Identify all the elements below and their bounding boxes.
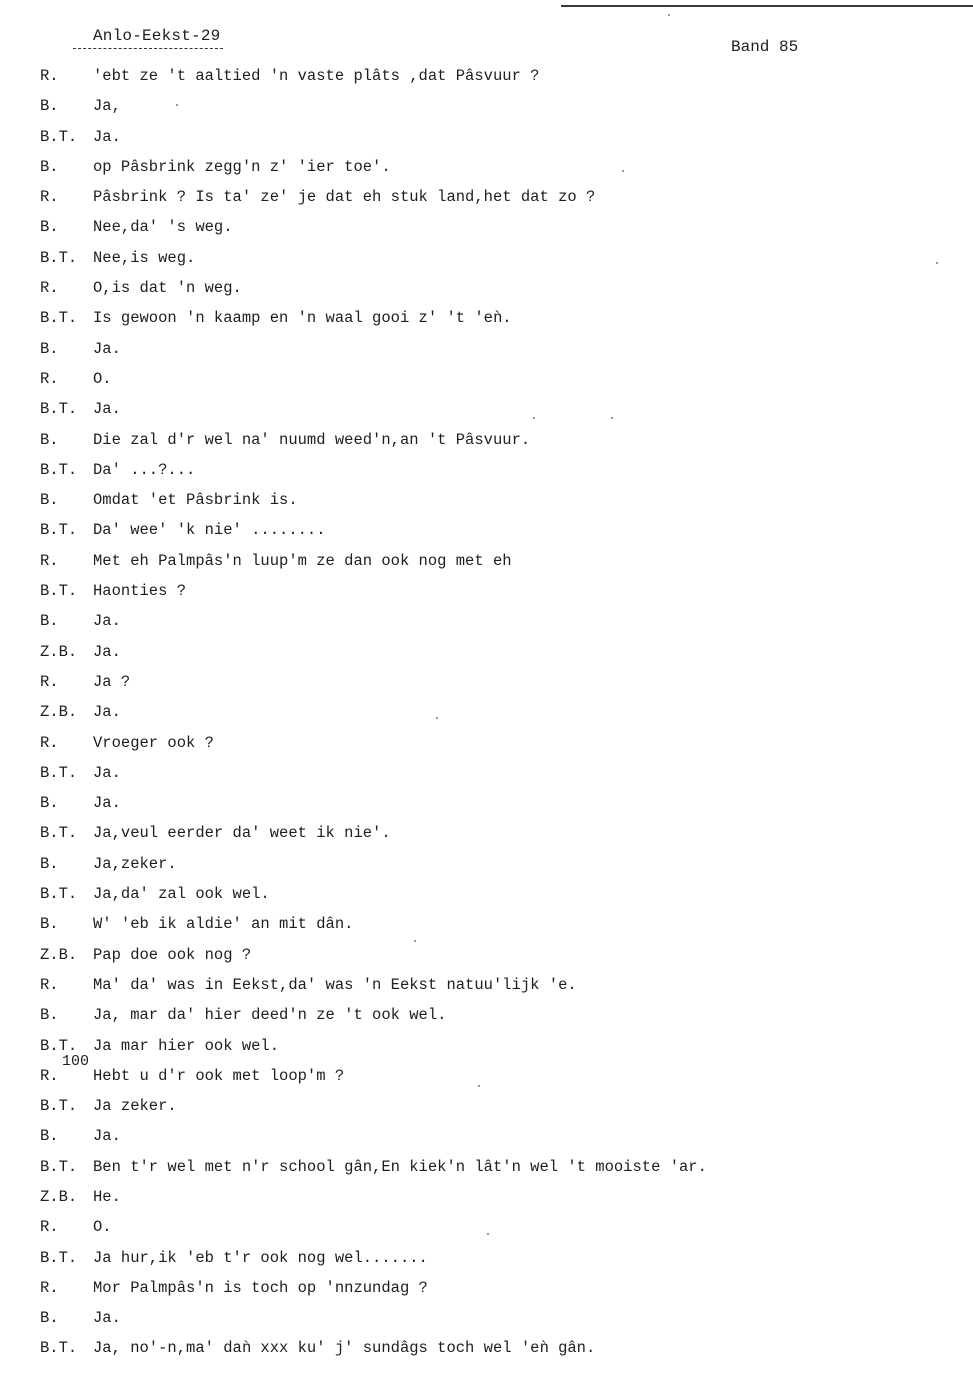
utterance-text: Ma' da' was in Eekst,da' was 'n Eekst natuu'lijk 'e.: [93, 975, 577, 994]
utterance-text: Ja,veul eerder da' weet ik nie'.: [93, 824, 391, 843]
transcript-line: [40, 158, 940, 188]
utterance-text: W' 'eb ik aldie' an mit dân.: [93, 915, 354, 934]
speaker-label: B.T.: [40, 1036, 78, 1055]
speaker-label: B.: [40, 1006, 59, 1025]
document-id: Anlo-Eekst-29: [93, 27, 221, 45]
transcript-line: [40, 673, 940, 703]
speaker-label: B.: [40, 915, 59, 934]
transcript-line: [40, 582, 940, 612]
transcript-line: [40, 1309, 940, 1339]
utterance-text: Ja hur,ik 'eb t'r ook nog wel.......: [93, 1248, 428, 1267]
speaker-label: B.T.: [40, 309, 78, 328]
utterance-text: op Pâsbrink zegg'n z' 'ier toe'.: [93, 157, 391, 176]
transcript-line: [40, 67, 940, 97]
transcript-line: [40, 309, 940, 339]
utterance-text: Nee,da' 's weg.: [93, 218, 233, 237]
transcript-line: [40, 764, 940, 794]
speaker-label: R.: [40, 733, 59, 752]
transcript-line: [40, 612, 940, 642]
top-rule: [561, 5, 973, 7]
transcript-line: [40, 855, 940, 885]
transcript: [40, 67, 940, 1370]
transcript-line: [40, 491, 940, 521]
speaker-label: B.T.: [40, 824, 78, 843]
band-label: Band 85: [731, 38, 799, 56]
transcript-line: [40, 734, 940, 764]
transcript-line: [40, 1037, 940, 1067]
speaker-label: B.: [40, 339, 59, 358]
utterance-text: 'ebt ze 't aaltied 'n vaste plâts ,dat Pâsvuur ?: [93, 67, 540, 85]
transcript-line: [40, 188, 940, 218]
utterance-text: Ja,zeker.: [93, 854, 177, 873]
transcript-line: [40, 97, 940, 127]
utterance-text: Die zal d'r wel na' nuumd weed'n,an 't Pâsvuur.: [93, 430, 531, 449]
speaker-label: B.: [40, 854, 59, 873]
utterance-text: Ja.: [93, 127, 121, 146]
transcript-line: [40, 370, 940, 400]
speaker-label: B.T.: [40, 885, 78, 904]
utterance-text: Ja,da' zal ook wel.: [93, 885, 270, 904]
transcript-line: [40, 218, 940, 248]
speaker-label: B.: [40, 1127, 59, 1146]
transcript-line: [40, 915, 940, 945]
speaker-label: B.T.: [40, 1157, 78, 1176]
transcript-line: [40, 128, 940, 158]
transcript-line: [40, 1006, 940, 1036]
utterance-text: Ja.: [93, 794, 121, 813]
transcript-line: [40, 279, 940, 309]
transcript-line: [40, 340, 940, 370]
utterance-text: Ja.: [93, 703, 121, 722]
speaker-label: Z.B.: [40, 642, 78, 661]
scan-speck: [668, 14, 670, 16]
transcript-line: [40, 1279, 940, 1309]
transcript-line: [40, 885, 940, 915]
transcript-line: [40, 1339, 940, 1369]
transcript-line: [40, 431, 940, 461]
speaker-label: R.: [40, 279, 59, 298]
utterance-text: He.: [93, 1187, 121, 1206]
speaker-label: R.: [40, 975, 59, 994]
speaker-label: B.T.: [40, 582, 78, 601]
utterance-text: Da' ...?...: [93, 460, 196, 479]
title-underline: [73, 48, 223, 49]
scan-speck: [487, 1233, 489, 1235]
transcript-line: [40, 1158, 940, 1188]
transcript-line: [40, 946, 940, 976]
speaker-label: R.: [40, 188, 59, 207]
utterance-text: Hebt u d'r ook met loop'm ?: [93, 1066, 345, 1085]
speaker-label: R.: [40, 672, 59, 691]
utterance-text: Ja, no'-n,ma' daǹ xxx ku' j' sundâgs toch wel 'eǹ gân.: [93, 1339, 596, 1358]
speaker-label: B.T.: [40, 400, 78, 419]
speaker-label: B.: [40, 794, 59, 813]
transcript-line: [40, 1097, 940, 1127]
utterance-text: Ja.: [93, 1127, 121, 1146]
transcript-line: [40, 461, 940, 491]
speaker-label: R.: [40, 67, 59, 85]
transcript-line: [40, 703, 940, 733]
utterance-text: Ben t'r wel met n'r school gân,En kiek'n lât'n wel 't mooiste 'ar.: [93, 1157, 707, 1176]
transcript-line: [40, 1067, 940, 1097]
utterance-text: Ja.: [93, 612, 121, 631]
transcript-line: [40, 249, 940, 279]
transcript-line: [40, 400, 940, 430]
utterance-text: Ja zeker.: [93, 1097, 177, 1116]
speaker-label: Z.B.: [40, 945, 78, 964]
utterance-text: Ja.: [93, 339, 121, 358]
speaker-label: R.: [40, 551, 59, 570]
speaker-label: R.: [40, 1218, 59, 1237]
transcript-line: [40, 976, 940, 1006]
speaker-label: B.: [40, 612, 59, 631]
utterance-text: O.: [93, 369, 112, 388]
transcript-line: [40, 643, 940, 673]
utterance-text: Ja.: [93, 642, 121, 661]
utterance-text: Pap doe ook nog ?: [93, 945, 252, 964]
utterance-text: Ja.: [93, 1309, 121, 1328]
scan-speck: [936, 262, 938, 264]
scan-speck: [414, 940, 416, 942]
speaker-label: R.: [40, 1066, 59, 1085]
transcript-line: [40, 1218, 940, 1248]
utterance-text: Ja mar hier ook wel.: [93, 1036, 280, 1055]
utterance-text: Vroeger ook ?: [93, 733, 214, 752]
speaker-label: R.: [40, 1278, 59, 1297]
speaker-label: B.T.: [40, 1097, 78, 1116]
speaker-label: R.: [40, 369, 59, 388]
scan-speck: [436, 717, 438, 719]
utterance-text: Ja, mar da' hier deed'n ze 't ook wel.: [93, 1006, 447, 1025]
utterance-text: Mor Palmpâs'n is toch op 'nnzundag ?: [93, 1278, 428, 1297]
utterance-text: Ja ?: [93, 672, 131, 691]
speaker-label: B.: [40, 218, 59, 237]
utterance-text: Ja.: [93, 763, 121, 782]
utterance-text: Met eh Palmpâs'n luup'm ze dan ook nog met eh: [93, 551, 512, 570]
speaker-label: B.: [40, 1309, 59, 1328]
utterance-text: Haonties ?: [93, 582, 187, 601]
speaker-label: B.: [40, 157, 59, 176]
speaker-label: B.T.: [40, 521, 78, 540]
scan-speck: [533, 417, 535, 419]
speaker-label: Z.B.: [40, 1187, 78, 1206]
speaker-label: B.: [40, 97, 59, 116]
utterance-text: Ja,: [93, 97, 121, 116]
scan-speck: [478, 1085, 480, 1087]
scan-speck: [622, 170, 624, 172]
utterance-text: Nee,is weg.: [93, 248, 196, 267]
transcript-line: [40, 824, 940, 854]
speaker-label: B.: [40, 430, 59, 449]
transcript-line: [40, 1127, 940, 1157]
utterance-text: Is gewoon 'n kaamp en 'n waal gooi z' 't 'eǹ.: [93, 309, 512, 328]
speaker-label: B.: [40, 491, 59, 510]
utterance-text: Pâsbrink ? Is ta' ze' je dat eh stuk land,het dat zo ?: [93, 188, 596, 207]
transcript-line: [40, 1249, 940, 1279]
speaker-label: B.T.: [40, 248, 78, 267]
transcript-line: [40, 552, 940, 582]
scan-speck: [611, 417, 613, 419]
utterance-text: O,is dat 'n weg.: [93, 279, 242, 298]
page-number: 100: [62, 1053, 90, 1070]
utterance-text: Ja.: [93, 400, 121, 419]
speaker-label: B.T.: [40, 460, 78, 479]
transcript-line: [40, 1188, 940, 1218]
utterance-text: Omdat 'et Pâsbrink is.: [93, 491, 298, 510]
speaker-label: B.T.: [40, 1339, 78, 1358]
utterance-text: O.: [93, 1218, 112, 1237]
transcript-line: [40, 521, 940, 551]
scan-speck: [176, 104, 178, 106]
speaker-label: B.T.: [40, 763, 78, 782]
utterance-text: Da' wee' 'k nie' ........: [93, 521, 326, 540]
transcript-line: [40, 794, 940, 824]
speaker-label: B.T.: [40, 127, 78, 146]
speaker-label: Z.B.: [40, 703, 78, 722]
speaker-label: B.T.: [40, 1248, 78, 1267]
